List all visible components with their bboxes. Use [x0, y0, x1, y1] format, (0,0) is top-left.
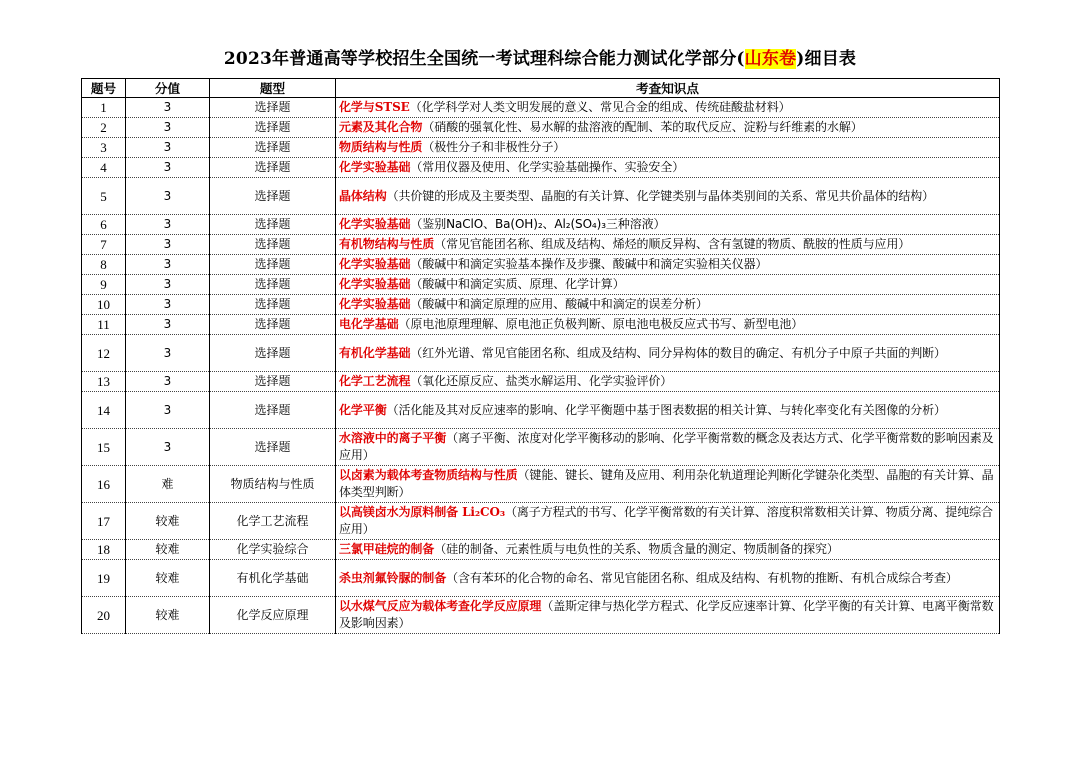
- topic-detail: （常见官能团名称、组成及结构、烯烃的顺反异构、含有氢键的物质、酰胺的性质与应用）: [434, 237, 911, 251]
- score-cell: 难: [126, 466, 210, 503]
- score-cell: 3: [126, 255, 210, 275]
- topic-detail: （鉴别NaClO、Ba(OH)₂、Al₂(SO₄)₃三种溶液）: [410, 217, 666, 231]
- title-highlight: 山东卷: [744, 49, 797, 69]
- table-row: [82, 295, 1000, 315]
- score-cell: 3: [126, 98, 210, 118]
- topic-detail: （硝酸的强氧化性、易水解的盐溶液的配制、苯的取代反应、淀粉与纤维素的水解）: [422, 120, 863, 134]
- score-cell: 3: [126, 372, 210, 392]
- table-row: [82, 392, 1000, 429]
- topic-detail: （酸碱中和滴定实验基本操作及步骤、酸碱中和滴定实验相关仪器）: [410, 257, 768, 271]
- topic-label: 电化学基础: [339, 317, 399, 331]
- question-number: 12: [82, 335, 126, 372]
- score-cell: 3: [126, 138, 210, 158]
- score-cell: 3: [126, 215, 210, 235]
- score-cell: 较难: [126, 560, 210, 597]
- topic-label: 水溶液中的离子平衡: [339, 431, 447, 445]
- topic-detail: （盖斯定律与热化学方程式、化学反应速率计算、化学平衡的有关计算、电离平衡常数及影响因素）: [339, 599, 994, 630]
- topic-detail: （离子平衡、浓度对化学平衡移动的影响、化学平衡常数的概念及表达方式、化学平衡常数的影响因素及应用）: [339, 431, 994, 462]
- topic-detail: （化学科学对人类文明发展的意义、常见合金的组成、传统硅酸盐材料）: [409, 100, 791, 114]
- topic-label: 晶体结构: [339, 188, 387, 203]
- knowledge-cell: [336, 98, 1000, 118]
- topic-label: 化学实验基础: [339, 257, 411, 271]
- document-title: [0, 44, 1080, 69]
- question-number: 13: [82, 372, 126, 392]
- topic-label: 以卤素为载体考查物质结构与性质: [339, 468, 518, 482]
- topic-detail: （原电池原理理解、原电池正负极判断、原电池电极反应式书写、新型电池）: [398, 317, 804, 331]
- knowledge-cell: [336, 118, 1000, 138]
- question-number: 19: [82, 560, 126, 597]
- question-number: 20: [82, 597, 126, 634]
- table-row: [82, 138, 1000, 158]
- question-number: 6: [82, 215, 126, 235]
- question-number: 1: [82, 98, 126, 118]
- question-number: 3: [82, 138, 126, 158]
- topic-label: 三氯甲硅烷的制备: [339, 542, 435, 556]
- header-score: 分值: [126, 79, 210, 98]
- knowledge-cell: [336, 372, 1000, 392]
- knowledge-cell: [336, 315, 1000, 335]
- knowledge-cell: [336, 275, 1000, 295]
- question-number: 16: [82, 466, 126, 503]
- knowledge-cell: [336, 178, 1000, 215]
- question-type-cell: 物质结构与性质: [210, 466, 336, 503]
- knowledge-cell: [336, 466, 1000, 503]
- topic-detail: （离子方程式的书写、化学平衡常数的有关计算、溶度积常数相关计算、物质分离、提纯综合应用）: [339, 505, 993, 536]
- topic-detail: （活化能及其对反应速率的影响、化学平衡题中基于图表数据的相关计算、与转化率变化有关图像的分析）: [386, 402, 946, 417]
- topic-label: 物质结构与性质: [339, 140, 423, 154]
- question-type-cell: 化学工艺流程: [210, 503, 336, 540]
- topic-detail: （硅的制备、元素性质与电负性的关系、物质含量的测定、物质制备的探究）: [434, 542, 839, 556]
- question-type-cell: 选择题: [210, 372, 336, 392]
- question-number: 17: [82, 503, 126, 540]
- table-row: [82, 275, 1000, 295]
- score-cell: 较难: [126, 540, 210, 560]
- table-row: [82, 540, 1000, 560]
- score-cell: 3: [126, 158, 210, 178]
- table-row: [82, 315, 1000, 335]
- question-type-cell: 选择题: [210, 392, 336, 429]
- score-cell: 3: [126, 275, 210, 295]
- knowledge-cell: [336, 392, 1000, 429]
- header-row: [82, 79, 1000, 98]
- knowledge-cell: [336, 255, 1000, 275]
- topic-detail: （氧化还原反应、盐类水解运用、化学实验评价）: [410, 374, 673, 388]
- topic-label: 有机化学基础: [339, 345, 411, 360]
- table-row: [82, 118, 1000, 138]
- knowledge-cell: [336, 560, 1000, 597]
- question-type-cell: 选择题: [210, 158, 336, 178]
- question-number: 7: [82, 235, 126, 255]
- table-row: [82, 235, 1000, 255]
- topic-detail: （共价键的形成及主要类型、晶胞的有关计算、化学键类别与晶体类别间的关系、常见共价晶体的结构）: [386, 188, 935, 203]
- specification-table: [81, 78, 1000, 634]
- topic-label: 化学实验基础: [339, 217, 411, 231]
- question-type-cell: 选择题: [210, 315, 336, 335]
- topic-label: 化学与STSE: [339, 100, 410, 114]
- title-suffix: )细目表: [796, 49, 857, 69]
- question-type-cell: 化学反应原理: [210, 597, 336, 634]
- table-row: [82, 560, 1000, 597]
- topic-label: 杀虫剂氟铃脲的制备: [339, 570, 447, 585]
- question-type-cell: 选择题: [210, 178, 336, 215]
- question-number: 5: [82, 178, 126, 215]
- question-number: 8: [82, 255, 126, 275]
- question-type-cell: 有机化学基础: [210, 560, 336, 597]
- topic-detail: （极性分子和非极性分子）: [422, 140, 566, 154]
- title-prefix: 2023年普通高等学校招生全国统一考试理科综合能力测试化学部分(: [223, 49, 745, 69]
- score-cell: 3: [126, 295, 210, 315]
- knowledge-cell: [336, 335, 1000, 372]
- question-number: 10: [82, 295, 126, 315]
- question-type-cell: 选择题: [210, 98, 336, 118]
- table-row: [82, 466, 1000, 503]
- score-cell: 3: [126, 315, 210, 335]
- header-knowledge: 考查知识点: [336, 79, 1000, 98]
- topic-detail: （酸碱中和滴定实质、原理、化学计算）: [410, 277, 625, 291]
- score-cell: 3: [126, 429, 210, 466]
- topic-label: 化学工艺流程: [339, 374, 411, 388]
- score-cell: 较难: [126, 503, 210, 540]
- score-cell: 3: [126, 178, 210, 215]
- table-row: [82, 429, 1000, 466]
- score-cell: 3: [126, 335, 210, 372]
- question-type-cell: 选择题: [210, 335, 336, 372]
- topic-label: 有机物结构与性质: [339, 237, 435, 251]
- question-type-cell: 选择题: [210, 118, 336, 138]
- question-number: 14: [82, 392, 126, 429]
- question-number: 2: [82, 118, 126, 138]
- topic-label: 元素及其化合物: [339, 120, 423, 134]
- question-type-cell: 选择题: [210, 215, 336, 235]
- question-type-cell: 化学实验综合: [210, 540, 336, 560]
- topic-label: 以水煤气反应为载体考查化学反应原理: [339, 599, 542, 613]
- knowledge-cell: [336, 540, 1000, 560]
- knowledge-cell: [336, 215, 1000, 235]
- topic-detail: （酸碱中和滴定原理的应用、酸碱中和滴定的误差分析）: [410, 297, 708, 311]
- knowledge-cell: [336, 429, 1000, 466]
- knowledge-cell: [336, 138, 1000, 158]
- table-row: [82, 255, 1000, 275]
- topic-label: 化学实验基础: [339, 160, 411, 174]
- question-type-cell: 选择题: [210, 429, 336, 466]
- topic-label: 化学实验基础: [339, 277, 411, 291]
- header-number: 题号: [82, 79, 126, 98]
- knowledge-cell: [336, 158, 1000, 178]
- header-type: 题型: [210, 79, 336, 98]
- table-row: [82, 215, 1000, 235]
- table-body: [82, 98, 1000, 634]
- question-number: 9: [82, 275, 126, 295]
- table-row: [82, 372, 1000, 392]
- question-type-cell: 选择题: [210, 235, 336, 255]
- question-type-cell: 选择题: [210, 295, 336, 315]
- question-number: 18: [82, 540, 126, 560]
- topic-label: 以高镁卤水为原料制备 Li₂CO₃: [339, 505, 505, 519]
- score-cell: 较难: [126, 597, 210, 634]
- table-row: [82, 597, 1000, 634]
- topic-label: 化学平衡: [339, 402, 387, 417]
- topic-detail: （键能、键长、键角及应用、利用杂化轨道理论判断化学键杂化类型、晶胞的有关计算、晶体类型判断）: [339, 468, 994, 499]
- topic-detail: （红外光谱、常见官能团名称、组成及结构、同分异构体的数目的确定、有机分子中原子共面的判断）: [410, 345, 946, 360]
- question-type-cell: 选择题: [210, 255, 336, 275]
- table-row: [82, 178, 1000, 215]
- topic-detail: （含有苯环的化合物的命名、常见官能团名称、组成及结构、有机物的推断、有机合成综合考查）: [446, 570, 958, 585]
- question-number: 4: [82, 158, 126, 178]
- score-cell: 3: [126, 235, 210, 255]
- knowledge-cell: [336, 597, 1000, 634]
- topic-detail: （常用仪器及使用、化学实验基础操作、实验安全）: [410, 160, 685, 174]
- topic-label: 化学实验基础: [339, 297, 411, 311]
- knowledge-cell: [336, 295, 1000, 315]
- knowledge-cell: [336, 503, 1000, 540]
- question-number: 11: [82, 315, 126, 335]
- question-type-cell: 选择题: [210, 275, 336, 295]
- question-number: 15: [82, 429, 126, 466]
- knowledge-cell: [336, 235, 1000, 255]
- table-row: [82, 503, 1000, 540]
- table-row: [82, 335, 1000, 372]
- table-row: [82, 98, 1000, 118]
- score-cell: 3: [126, 118, 210, 138]
- question-type-cell: 选择题: [210, 138, 336, 158]
- table-row: [82, 158, 1000, 178]
- score-cell: 3: [126, 392, 210, 429]
